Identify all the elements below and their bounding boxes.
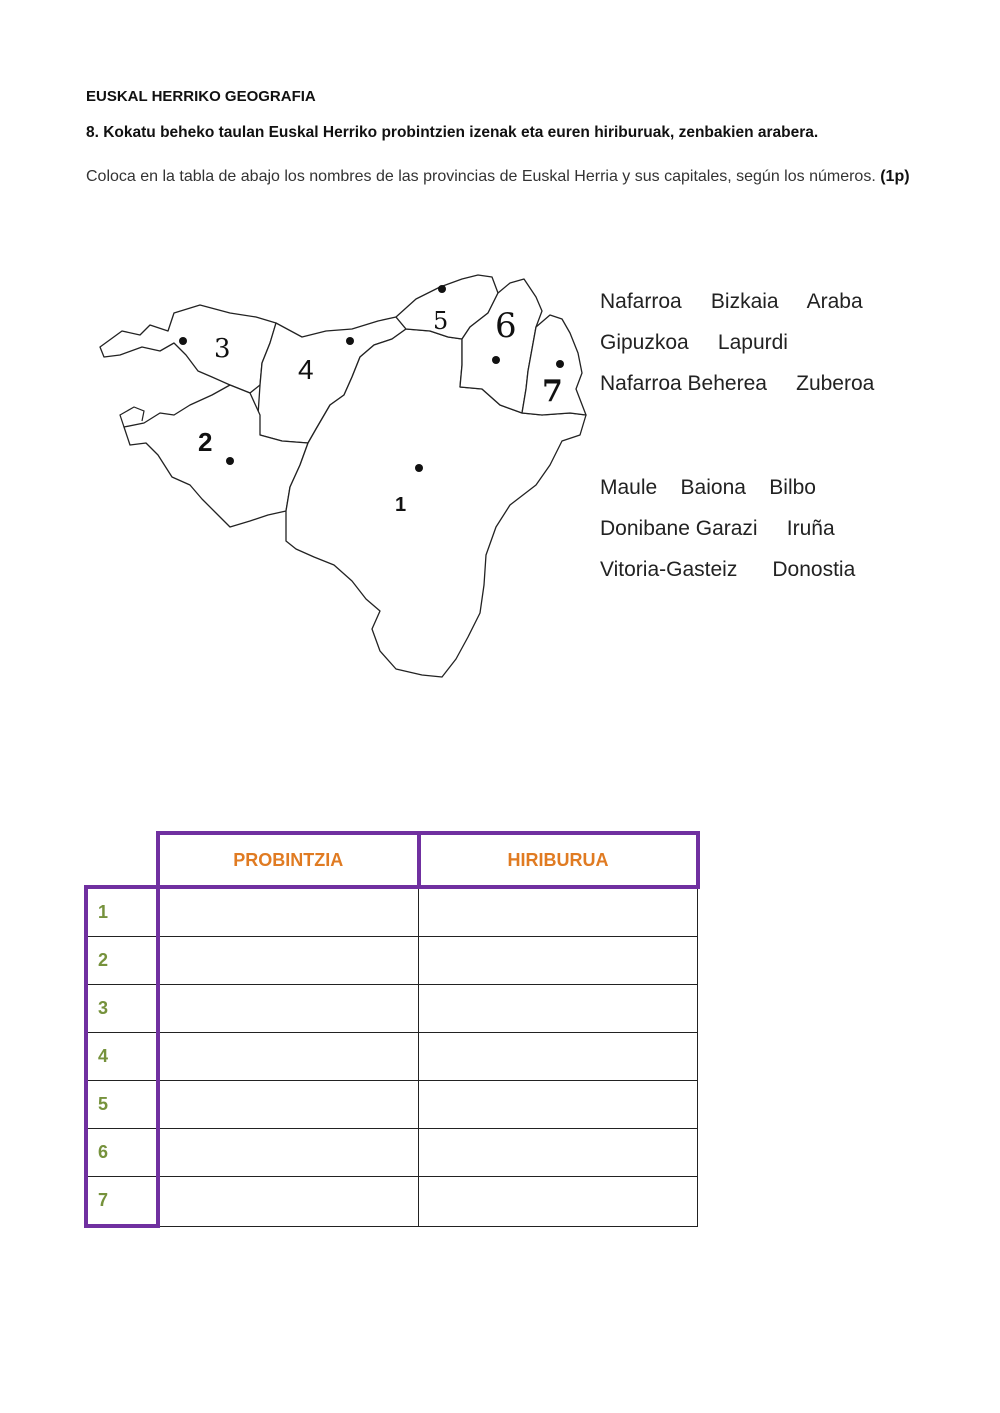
instruction-text	[86, 158, 914, 196]
capital-dot-5	[438, 285, 446, 293]
word-bank-line	[600, 281, 874, 322]
row-number: 6	[86, 1129, 158, 1177]
word-bank-item: Bizkaia	[710, 290, 779, 313]
province-answer-cell[interactable]	[158, 1177, 419, 1227]
capital-dot-7	[556, 360, 564, 368]
row-number: 7	[86, 1177, 158, 1227]
word-bank-item: Vitoria-Gasteiz	[600, 558, 738, 581]
province-answer-cell[interactable]	[158, 1129, 419, 1177]
row-number: 5	[86, 1081, 158, 1129]
region-number-1: 1	[395, 494, 407, 516]
province-answer-cell[interactable]	[158, 985, 419, 1033]
word-bank-item: Nafarroa	[600, 290, 682, 313]
province-answer-cell[interactable]	[158, 887, 419, 937]
word-bank-item: Iruña	[786, 517, 835, 540]
points-label: (1p)	[880, 168, 910, 185]
answer-table	[84, 831, 700, 1228]
table-row	[86, 1177, 698, 1227]
table-row	[86, 985, 698, 1033]
province-answer-cell[interactable]	[158, 1033, 419, 1081]
row-number: 1	[86, 887, 158, 937]
word-bank-item: Zuberoa	[796, 372, 875, 395]
word-bank-item: Nafarroa Beherea	[600, 372, 767, 395]
region-number-7: 7	[542, 374, 563, 409]
word-bank-line	[600, 467, 855, 508]
word-bank-item: Bilbo	[769, 476, 816, 499]
capital-answer-cell[interactable]	[419, 1033, 698, 1081]
instruction-body: Coloca en la tabla de abajo los nombres de las provincias de Euskal Herria y sus capitales, según los números.	[86, 168, 876, 185]
row-number: 4	[86, 1033, 158, 1081]
capital-answer-cell[interactable]	[419, 1129, 698, 1177]
capital-dot-6	[492, 356, 500, 364]
capital-dot-1	[415, 464, 423, 472]
table-corner	[86, 833, 158, 887]
region-number-5: 5	[433, 307, 449, 335]
word-bank-item: Donostia	[772, 558, 856, 581]
region-number-2: 2	[198, 427, 213, 457]
capital-word-bank	[600, 467, 855, 590]
table-row	[86, 887, 698, 937]
word-bank-item: Gipuzkoa	[600, 331, 689, 354]
table-row	[86, 1081, 698, 1129]
word-bank-line	[600, 549, 855, 590]
word-bank-item: Araba	[806, 290, 863, 313]
header-capital: HIRIBURUA	[419, 833, 698, 887]
province-word-bank	[600, 281, 874, 404]
table-row	[86, 937, 698, 985]
question-text: 8. Kokatu beheko taulan Euskal Herriko probintzien izenak eta euren hiriburuak, zenbakien arabera.	[86, 124, 819, 141]
capital-dot-3	[179, 337, 187, 345]
table-header-row	[86, 833, 698, 887]
region-outline-3	[100, 305, 276, 393]
header-province: PROBINTZIA	[158, 833, 419, 887]
word-bank-item: Donibane Garazi	[600, 517, 758, 540]
capital-dot-2	[226, 457, 234, 465]
capital-answer-cell[interactable]	[419, 887, 698, 937]
page-title: EUSKAL HERRIKO GEOGRAFIA	[86, 88, 316, 105]
word-bank-item: Lapurdi	[717, 331, 788, 354]
capital-answer-cell[interactable]	[419, 985, 698, 1033]
capital-answer-cell[interactable]	[419, 1177, 698, 1227]
capital-answer-cell[interactable]	[419, 937, 698, 985]
word-bank-line	[600, 322, 874, 363]
table-row	[86, 1033, 698, 1081]
row-number: 2	[86, 937, 158, 985]
region-number-6: 6	[495, 306, 517, 346]
word-bank-item: Maule	[600, 476, 658, 499]
table-row	[86, 1129, 698, 1177]
province-answer-cell[interactable]	[158, 1081, 419, 1129]
capital-dot-4	[346, 337, 354, 345]
word-bank-item: Baiona	[680, 476, 746, 499]
province-answer-cell[interactable]	[158, 937, 419, 985]
word-bank-line	[600, 363, 874, 404]
capital-answer-cell[interactable]	[419, 1081, 698, 1129]
region-number-3: 3	[214, 334, 231, 364]
row-number: 3	[86, 985, 158, 1033]
word-bank-line	[600, 508, 855, 549]
region-number-4: 4	[298, 354, 314, 385]
basque-country-map	[90, 265, 590, 690]
